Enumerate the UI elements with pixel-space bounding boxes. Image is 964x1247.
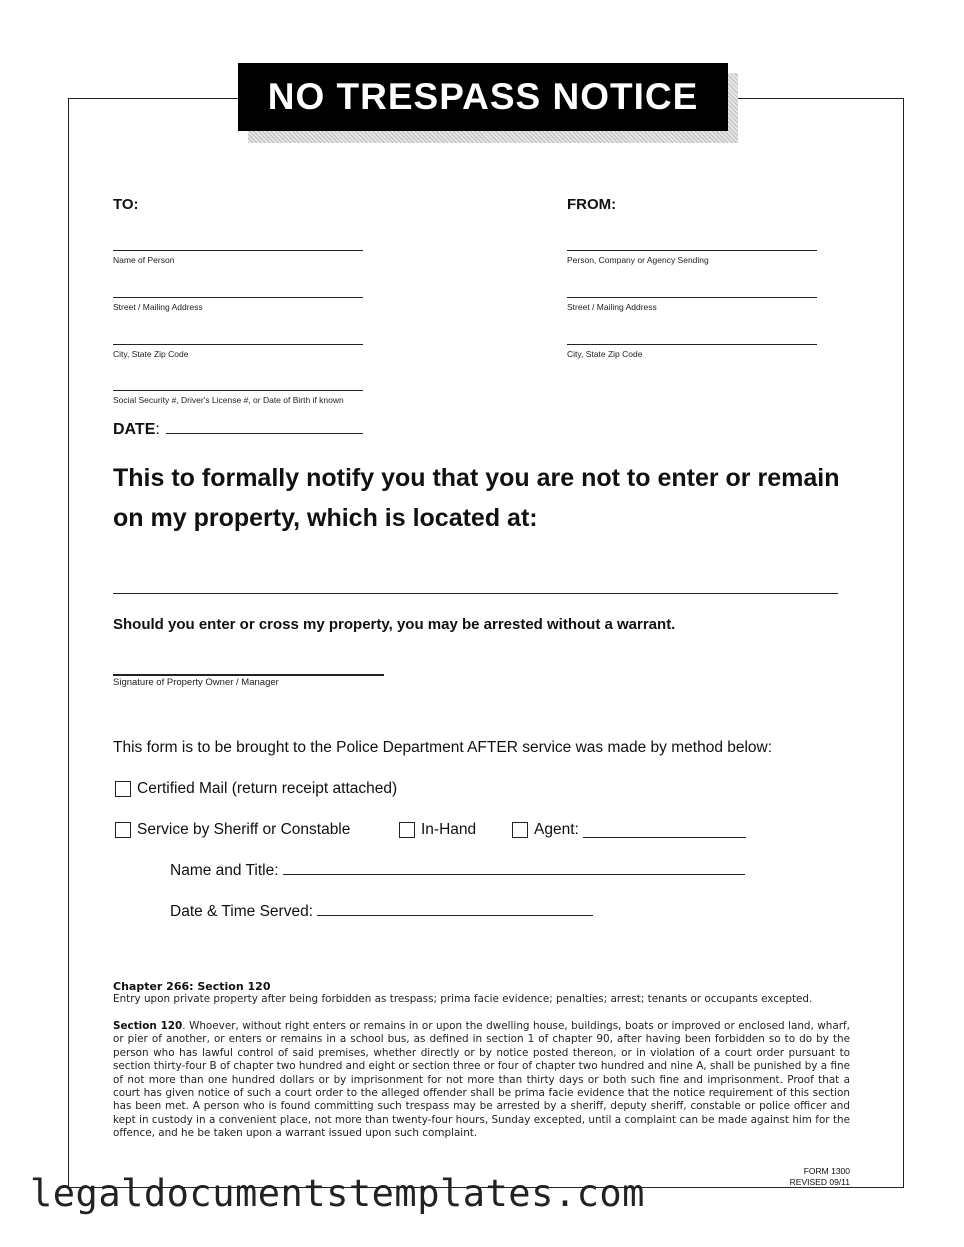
in-hand-label: In-Hand (421, 821, 477, 838)
from-city-line[interactable] (567, 344, 817, 345)
name-title-row (170, 860, 745, 880)
from-city-caption: City, State Zip Code (567, 349, 643, 359)
to-street-line[interactable] (113, 297, 363, 298)
date-line[interactable] (166, 419, 363, 434)
from-street-line[interactable] (567, 297, 817, 298)
law-section (113, 1020, 850, 1141)
form-number: FORM 1300 (803, 1166, 850, 1176)
agent-line[interactable] (583, 823, 746, 838)
from-sender-caption: Person, Company or Agency Sending (567, 255, 709, 265)
watermark: legaldocumentstemplates.com (30, 1172, 645, 1215)
to-city-caption: City, State Zip Code (113, 349, 189, 359)
to-id-caption: Social Security #, Driver's License #, or Date of Birth if known (113, 395, 344, 405)
from-street-caption: Street / Mailing Address (567, 302, 657, 312)
agent-checkbox[interactable] (512, 822, 528, 838)
certified-mail-label: Certified Mail (return receipt attached) (137, 780, 398, 797)
date-colon: : (155, 421, 160, 438)
to-name-line[interactable] (113, 250, 363, 251)
from-sender-line[interactable] (567, 250, 817, 251)
instruction-text: This form is to be brought to the Police Department AFTER service was made by method below: (113, 739, 773, 756)
agent-option[interactable] (512, 821, 746, 839)
law-title: Chapter 266: Section 120 (113, 980, 271, 993)
in-hand-checkbox[interactable] (399, 822, 415, 838)
to-street-caption: Street / Mailing Address (113, 302, 203, 312)
date-time-label: Date & Time Served: (170, 903, 314, 920)
warning-text: Should you enter or cross my property, you may be arrested without a warrant. (113, 616, 676, 633)
date-row (113, 419, 363, 439)
law-section-text: . Whoever, without right enters or remains in or upon the dwelling house, buildings, boats or improved or enclosed land, wharf, or pier of another, or enters or remains in a school bus, as defined in section 1 of chapter 90, after having been forbidden so to do by the person who has lawful control of said premises, whether directly or by notice posted thereon, or in violation of a court order pursuant to section thirty-four B of chapter two hundred and eight or section three or four of chapter two hundred and nine A, shall be punished by a fine of not more than one hundred dollars or by imprisonment for not more than thirty days or both such fine and imprisonment. Proof that a court has given notice of such a court order to the alleged offender shall be prima facie evidence that the notice requirement of this section has been met. A person who is found committing such trespass may be arrested by a sheriff, deputy sheriff, constable or police officer and kept in custody in a convenient place, not more than twenty-four hours, Sunday excepted, until a complaint can be made against him for the offence, and he be taken upon a warrant issued upon such complaint. (113, 1020, 850, 1140)
notice-heading (113, 458, 873, 538)
to-label: TO: (113, 196, 139, 213)
law-summary: Entry upon private property after being forbidden as trespass; prima facie evidence; penalties; arrest; tenants or occupants excepted. (113, 993, 813, 1005)
signature-line[interactable] (113, 674, 384, 676)
revised-date: REVISED 09/11 (789, 1177, 850, 1187)
form-id (760, 1166, 850, 1188)
certified-mail-option[interactable] (115, 780, 397, 798)
name-title-line[interactable] (283, 860, 745, 875)
name-title-label: Name and Title: (170, 862, 279, 879)
signature-caption: Signature of Property Owner / Manager (113, 677, 279, 688)
to-id-line[interactable] (113, 390, 363, 391)
property-address-line[interactable] (113, 593, 838, 594)
form-title: NO TRESPASS NOTICE (238, 63, 728, 131)
sheriff-checkbox[interactable] (115, 822, 131, 838)
to-city-line[interactable] (113, 344, 363, 345)
certified-mail-checkbox[interactable] (115, 781, 131, 797)
notice-line-1: This to formally notify you that you are not to enter or remain (113, 464, 840, 492)
sheriff-label: Service by Sheriff or Constable (137, 821, 351, 838)
date-time-row (170, 901, 593, 921)
to-name-caption: Name of Person (113, 255, 175, 265)
law-section-label: Section 120 (113, 1020, 183, 1032)
from-label: FROM: (567, 196, 617, 213)
in-hand-option[interactable] (399, 821, 476, 839)
date-label: DATE (113, 421, 156, 438)
agent-label: Agent: (534, 821, 579, 838)
date-time-line[interactable] (317, 901, 593, 916)
sheriff-option[interactable] (115, 821, 350, 839)
notice-line-2: on my property, which is located at: (113, 504, 538, 532)
